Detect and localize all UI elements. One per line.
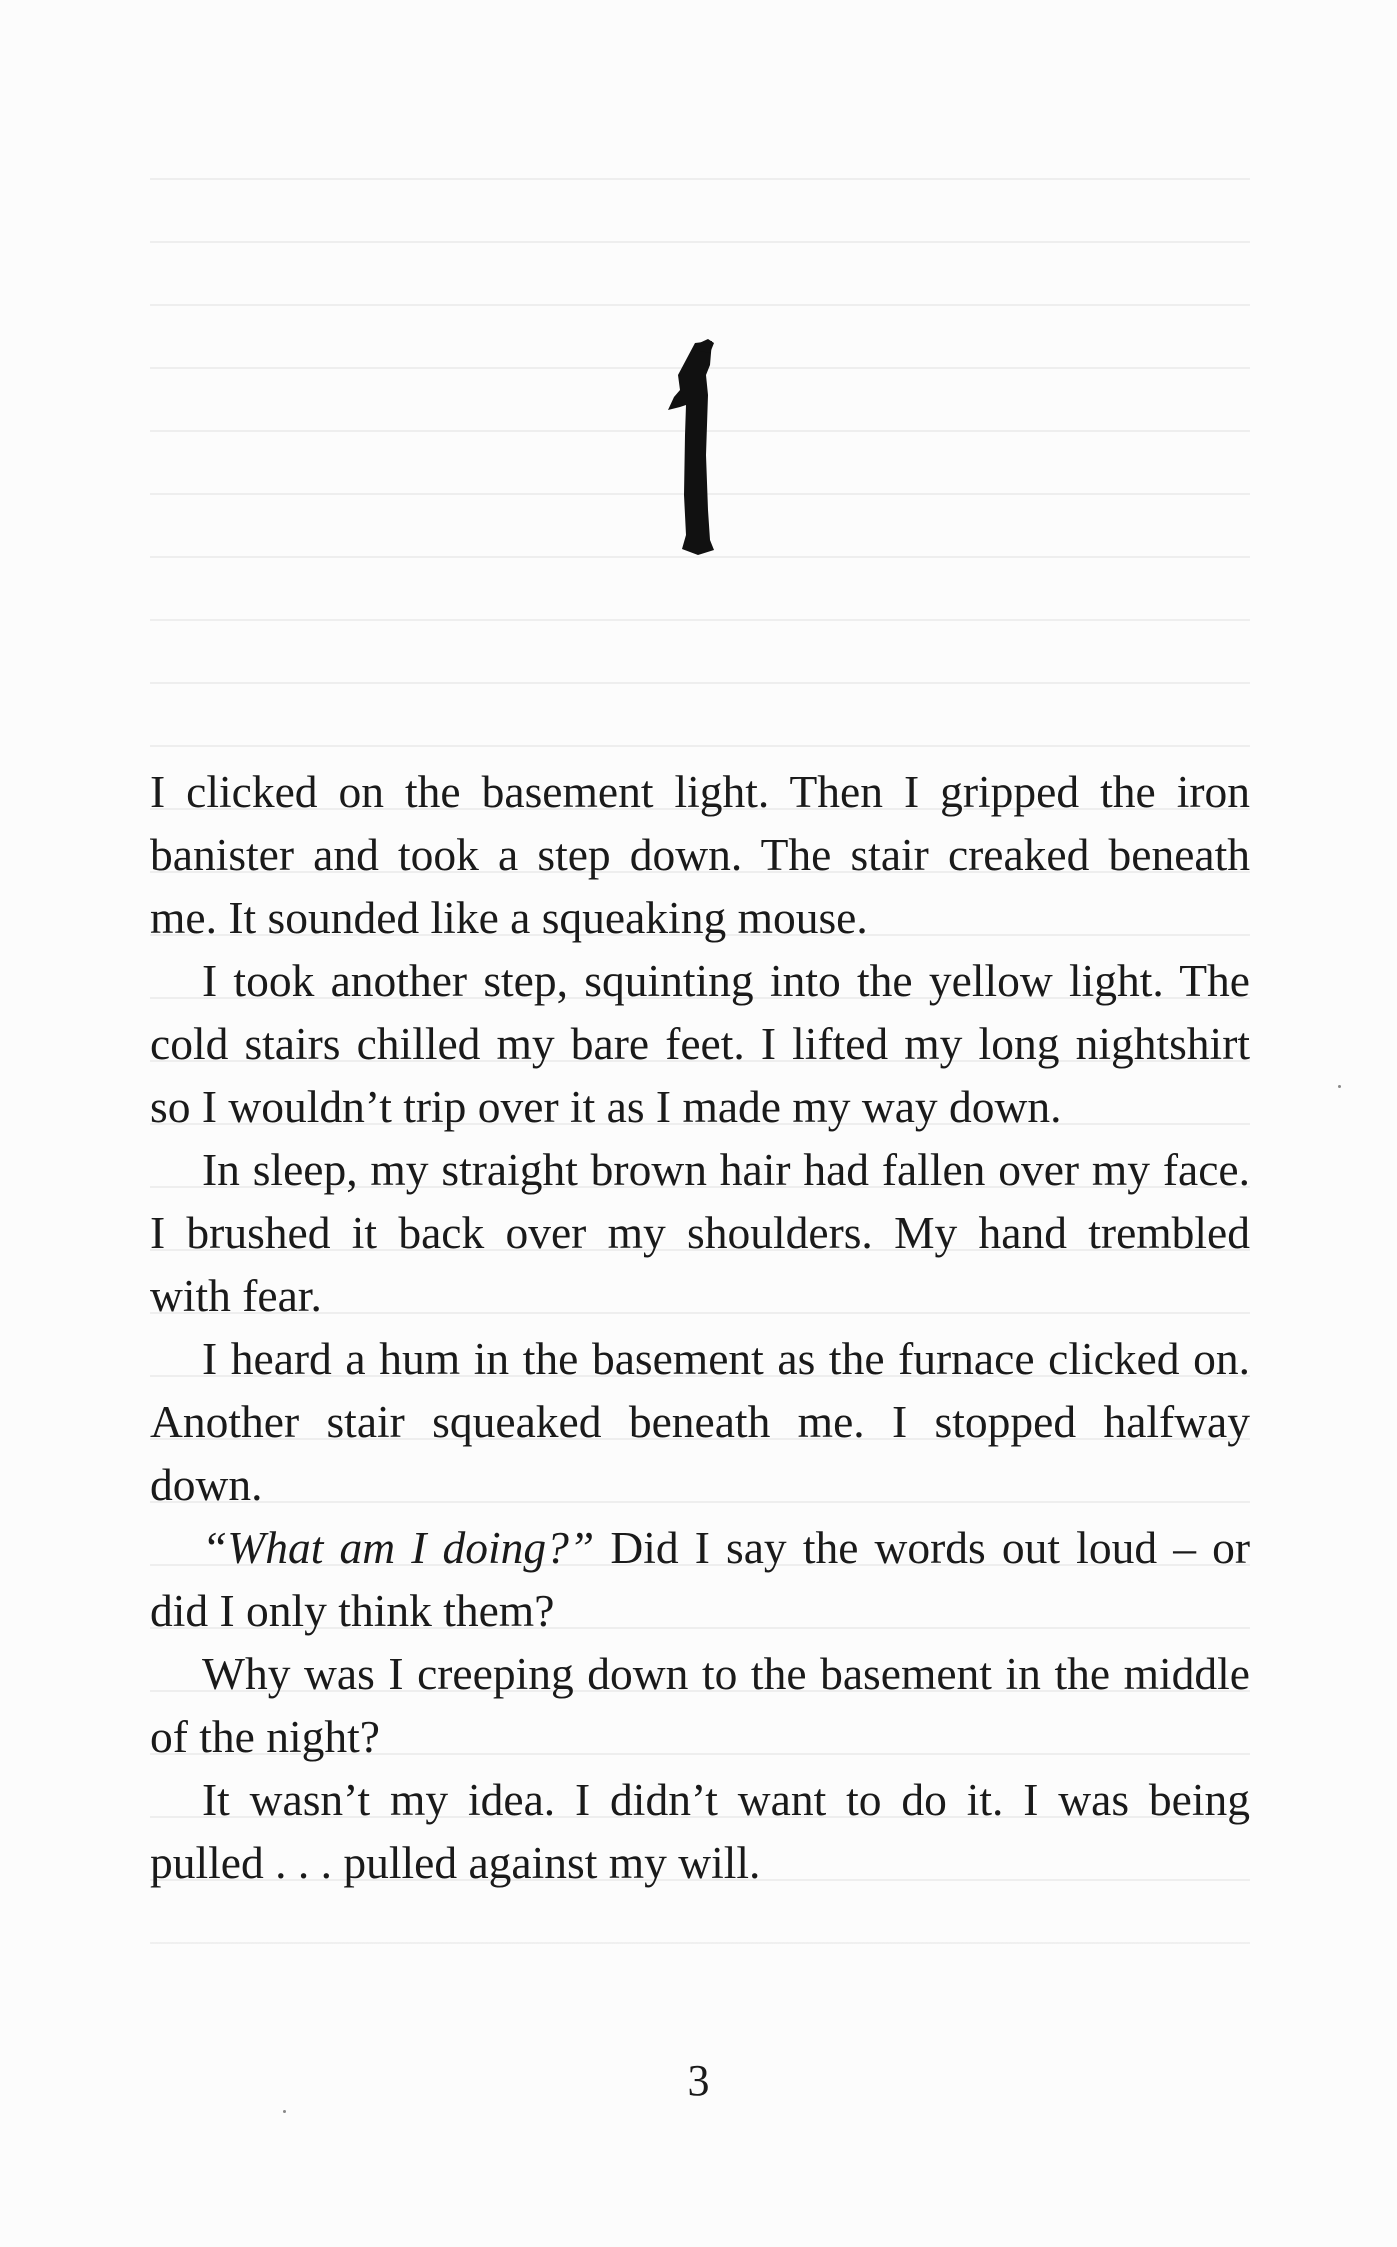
chapter-number-glyph [640, 335, 750, 560]
paragraph: I clicked on the basement light. Then I gripped the iron banister and took a step down. The stair creaked beneath me. It sounded like a squeaking mouse. [150, 766, 1250, 943]
paragraph-text: Did I say the words out loud – or did I only think them? [150, 1522, 1250, 1636]
paper-speck [1338, 1085, 1341, 1088]
page-number: 3 [687, 2056, 710, 2105]
chapter-body [150, 760, 1250, 1894]
paper-speck [283, 2110, 286, 2113]
paragraph: I took another step, squinting into the yellow light. The cold stairs chilled my bare feet. I lifted my long nightshirt so I wouldn’t trip over it as I made my way down. [150, 955, 1250, 1132]
paragraph: In sleep, my straight brown hair had fallen over my face. I brushed it back over my shoulders. My hand trembled with fear. [150, 1144, 1250, 1321]
italic-dialogue: “What am I doing?” [202, 1522, 595, 1573]
paragraph: Why was I creeping down to the basement in the middle of the night? [150, 1648, 1250, 1762]
paragraph: I heard a hum in the basement as the furnace clicked on. Another stair squeaked beneath me. I stopped halfway down. [150, 1333, 1250, 1510]
chapter-number [640, 335, 750, 560]
paragraph: It wasn’t my idea. I didn’t want to do it. I was being pulled . . . pulled against my will. [150, 1774, 1250, 1888]
paragraph [150, 1516, 1250, 1642]
